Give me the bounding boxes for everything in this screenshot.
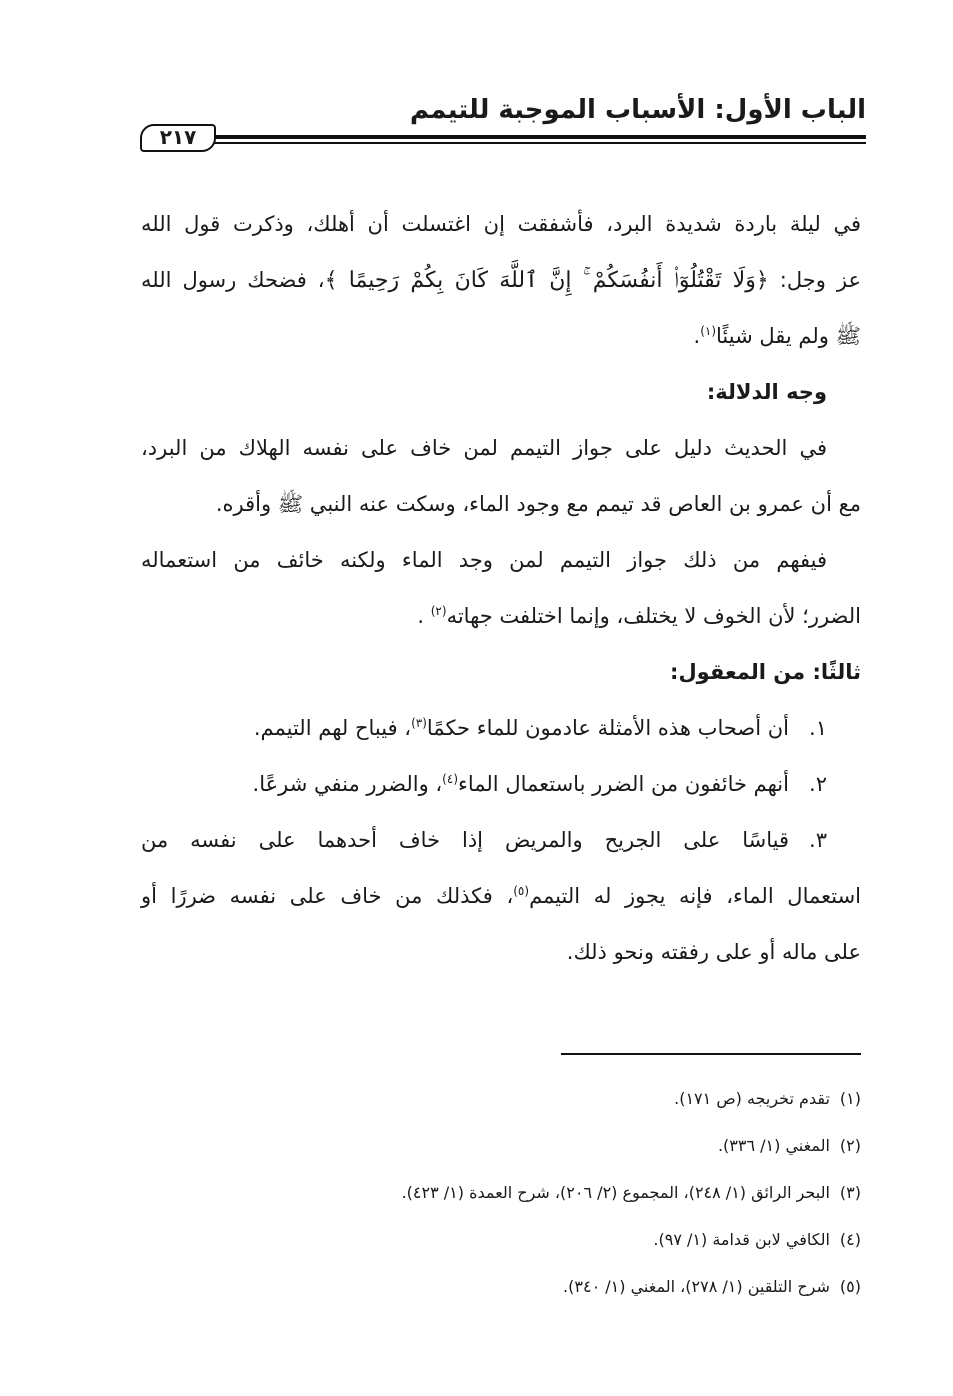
paragraph-line: في ليلة باردة شديدة البرد، فأشفقت إن اغتسلت أن أهلك، وذكرت قول الله	[141, 212, 861, 236]
text-run: ، فكذلك من خاف على نفسه ضررًا أو	[141, 884, 514, 908]
paragraph-line: مع أن عمرو بن العاص قد تيمم مع وجود الماء، وسكت عنه النبي ﷺ وأقره.	[215, 492, 861, 516]
footnote-text: البحر الرائق (١/ ٢٤٨)، المجموع (٢/ ٢٠٦)، شرح العمدة (١/ ٤٢٣).	[401, 1183, 830, 1202]
paragraph-line-verse	[141, 252, 861, 308]
footnote	[141, 1127, 861, 1174]
paragraph-line: في الحديث دليل على جواز التيمم لمن خاف على نفسه الهلاك من البرد،	[141, 436, 827, 460]
text-run: ، فيباح لهم التيمم.	[253, 716, 412, 740]
text-run: أن أصحاب هذه الأمثلة عادمون للماء حكمًا	[426, 716, 789, 740]
list-item-2	[141, 756, 861, 812]
footnote-number: (١)	[839, 1089, 861, 1108]
paragraph-line: الضرر؛ لأن الخوف لا يختلف، وإنما اختلفت جهاته$^{(٢)}$ .	[417, 604, 861, 628]
list-item-3-continued: على ماله أو على رفقته ونحو ذلك.	[566, 940, 861, 964]
text-run: الضرر؛ لأن الخوف لا يختلف، وإنما اختلفت جهاته	[446, 604, 861, 628]
footnote-ref-4: (٤)	[442, 772, 458, 786]
body-text	[141, 196, 861, 980]
footnotes	[141, 1080, 861, 1315]
list-number: ٢.	[809, 772, 827, 796]
footnote	[141, 1268, 861, 1315]
footnote-number: (٢)	[839, 1136, 861, 1155]
footnote-ref-3: (٣)	[411, 716, 427, 730]
footnote-text: المغني (١/ ٣٣٦).	[717, 1136, 830, 1155]
footnote-number: (٤)	[839, 1230, 861, 1249]
paragraph-line: ﷺ ولم يقل شيئًا$^{(١)}$.	[693, 324, 861, 348]
page-header	[140, 88, 866, 158]
text-run: أنهم خائفون من الضرر باستعمال الماء	[458, 772, 789, 796]
list-item-3	[141, 812, 861, 868]
list-number: ٣.	[809, 828, 827, 852]
paragraph-line: فيفهم من ذلك جواز التيمم لمن وجد الماء ولكنه خائف من استعماله	[141, 548, 827, 572]
section-heading-evidence: وجه الدلالة:	[706, 380, 827, 404]
salutation-glyph: ﷺ	[835, 324, 861, 348]
text-run: ، فضحك رسول الله	[141, 268, 325, 292]
section-heading-reason: ثالثًا: من المعقول:	[670, 660, 861, 684]
quran-verse: ﴿وَلَا تَقْتُلُوٓا۟ أَنفُسَكُمْ ۚ إِنَّ ٱللَّهَ كَانَ بِكُمْ رَحِيمًا ﴾	[324, 268, 769, 293]
header-rule-thin	[206, 142, 866, 144]
text-run: ، والضرر منفي شرعًا.	[252, 772, 443, 796]
footnote-text: الكافي لابن قدامة (١/ ٩٧).	[653, 1230, 830, 1249]
footnote-text: شرح التلقين (١/ ٢٧٨)، المغني (١/ ٣٤٠).	[563, 1277, 830, 1296]
footnote-number: (٣)	[839, 1183, 861, 1202]
text-run: عز وجل:	[768, 268, 861, 292]
header-rule-thick	[206, 135, 866, 139]
list-item-1	[141, 700, 861, 756]
footnote-number: (٥)	[839, 1277, 861, 1296]
footnote	[141, 1221, 861, 1268]
footnote	[141, 1080, 861, 1127]
page-number-badge	[140, 124, 216, 152]
footnote-divider	[561, 1053, 861, 1055]
footnote-ref-1: (١)	[700, 324, 717, 338]
chapter-title: الباب الأول: الأسباب الموجبة للتيمم	[409, 95, 866, 125]
page-number: ٢١٧	[159, 125, 197, 149]
footnote-text: تقدم تخريجه (ص ١٧١).	[674, 1089, 830, 1108]
list-item-3-continued	[141, 868, 861, 924]
footnote-ref-2: (٢)	[430, 604, 447, 618]
text-run: استعمال الماء، فإنه يجوز له التيمم	[529, 884, 862, 908]
text-run: قياسًا على الجريح والمريض إذا خاف أحدهما على نفسه من	[141, 828, 789, 852]
list-number: ١.	[809, 716, 827, 740]
text-run: ولم يقل شيئًا	[716, 324, 829, 348]
footnote	[141, 1174, 861, 1221]
footnote-ref-5: (٥)	[513, 884, 530, 898]
